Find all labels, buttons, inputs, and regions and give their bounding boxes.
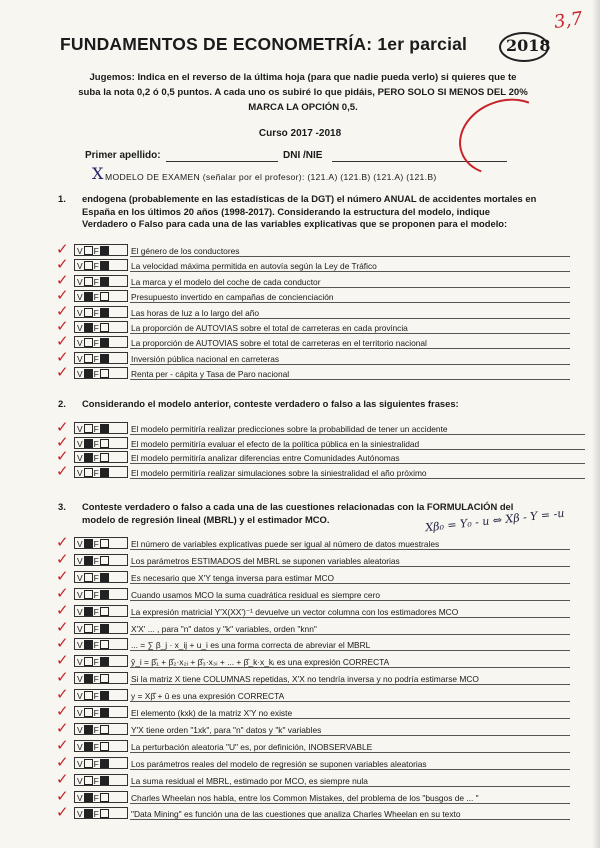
- true-label: V: [77, 606, 83, 617]
- answer-line: [130, 684, 570, 685]
- first-surname-label: Primer apellido:: [85, 150, 161, 161]
- false-checkbox[interactable]: [100, 292, 109, 301]
- true-label: V: [77, 724, 83, 735]
- false-checkbox[interactable]: [100, 674, 109, 683]
- true-checkbox[interactable]: [84, 742, 93, 751]
- false-checkbox[interactable]: [100, 759, 109, 768]
- true-label: V: [77, 691, 83, 702]
- item-statement: La suma residual el MBRL, estimado por MCO, es siempre nula: [131, 775, 368, 786]
- question-1-number: 1.: [58, 193, 66, 204]
- true-checkbox[interactable]: [84, 277, 93, 286]
- false-label: F: [93, 246, 99, 256]
- handwritten-score: 3,7: [552, 8, 584, 33]
- false-label: F: [93, 623, 99, 634]
- answer-line: [130, 634, 570, 635]
- false-checkbox[interactable]: [100, 468, 109, 477]
- red-check-icon: ✓: [56, 718, 69, 737]
- item-statement: Los parámetros ESTIMADOS del MBRL se suponen variables aleatorias: [131, 555, 400, 566]
- question-2-text: Considerando el modelo anterior, conteste verdadero o falso a las siguientes frases:: [82, 398, 459, 409]
- answer-line: [130, 287, 570, 288]
- true-false-selector[interactable]: [74, 437, 128, 449]
- false-label: F: [93, 589, 99, 600]
- false-label: F: [93, 307, 99, 318]
- false-label: F: [93, 758, 99, 769]
- red-check-icon: ✓: [56, 461, 69, 480]
- false-label: F: [93, 572, 99, 583]
- red-check-icon: ✓: [56, 583, 69, 602]
- true-label: V: [77, 674, 83, 685]
- true-false-selector[interactable]: [74, 336, 128, 348]
- false-label: F: [93, 261, 99, 272]
- first-surname-field[interactable]: [166, 161, 278, 162]
- true-label: V: [77, 424, 83, 434]
- true-label: V: [77, 307, 83, 318]
- true-checkbox[interactable]: [84, 261, 93, 270]
- true-checkbox[interactable]: [84, 323, 93, 332]
- red-check-icon: ✓: [56, 702, 69, 720]
- true-label: V: [77, 555, 83, 566]
- intro-instructions: Jugemos: Indica en el reverso de la última hoja (para que nadie pueda verlo) si quieres que te suba la nota 0,2 ó 0,5 puntos. A cada uno os subiré lo que pidáis, PERO SOLO SI MENOS DEL 20% MARCA LA OPCIÓN 0,5.: [78, 72, 528, 113]
- true-false-selector[interactable]: [74, 757, 128, 769]
- false-checkbox[interactable]: [100, 809, 109, 818]
- answer-line: [130, 769, 570, 770]
- item-statement: El número de variables explicativas puede ser igual al número de datos muestrales: [131, 539, 440, 549]
- answer-line: [130, 434, 585, 435]
- true-checkbox[interactable]: [84, 607, 93, 616]
- true-checkbox[interactable]: [84, 725, 93, 734]
- red-check-icon: ✓: [56, 685, 69, 704]
- red-check-icon: ✓: [56, 240, 69, 258]
- item-statement: El modelo permitiría evaluar el efecto de la política pública en la siniestralidad: [131, 438, 420, 449]
- true-checkbox[interactable]: [84, 354, 93, 363]
- red-check-icon: ✓: [56, 317, 69, 335]
- true-false-selector[interactable]: [74, 706, 128, 718]
- false-label: F: [93, 453, 99, 463]
- red-check-icon: ✓: [56, 347, 69, 366]
- true-false-selector[interactable]: [74, 571, 128, 583]
- true-checkbox[interactable]: [84, 624, 93, 633]
- false-label: F: [93, 276, 99, 287]
- true-checkbox[interactable]: [84, 573, 93, 582]
- false-label: F: [93, 691, 99, 702]
- answer-line: [130, 701, 570, 702]
- false-label: F: [93, 708, 99, 718]
- false-checkbox[interactable]: [100, 308, 109, 317]
- answer-line: [130, 379, 570, 380]
- true-label: V: [77, 453, 83, 463]
- item-statement: La expresión matricial Y'X(XX')⁻¹ devuelve un vector columna con los estimadores MCO: [131, 606, 459, 617]
- item-statement: Presupuesto invertido en campañas de concienciación: [131, 292, 334, 303]
- true-label: V: [77, 539, 83, 549]
- true-checkbox[interactable]: [84, 657, 93, 666]
- false-label: F: [93, 606, 99, 617]
- true-label: V: [77, 741, 83, 752]
- item-statement: Inversión pública nacional en carreteras: [131, 353, 280, 364]
- true-checkbox[interactable]: [84, 691, 93, 700]
- true-label: V: [77, 758, 83, 769]
- true-false-selector[interactable]: [74, 244, 128, 256]
- true-label: V: [77, 708, 83, 718]
- red-check-icon: ✓: [56, 651, 69, 670]
- true-label: V: [77, 809, 83, 820]
- item-statement: La proporción de AUTOVIAS sobre el total de carreteras en el territorio nacional: [131, 338, 427, 349]
- item-statement: Si la matriz X tiene COLUMNAS repetidas, X'X no tendría inversa y no podría estimarse MCO: [131, 674, 479, 685]
- true-false-selector[interactable]: [74, 689, 128, 701]
- red-check-icon: ✓: [56, 332, 69, 351]
- true-false-selector[interactable]: [74, 740, 128, 752]
- true-checkbox[interactable]: [84, 246, 93, 255]
- false-label: F: [93, 741, 99, 752]
- true-false-selector[interactable]: [74, 605, 128, 617]
- answer-line: [130, 735, 570, 736]
- true-false-selector[interactable]: [74, 367, 128, 379]
- true-false-selector[interactable]: [74, 321, 128, 333]
- true-false-selector[interactable]: [74, 655, 128, 667]
- false-label: F: [93, 792, 99, 803]
- true-checkbox[interactable]: [84, 674, 93, 683]
- false-label: F: [93, 657, 99, 668]
- item-statement: El elemento (kxk) de la matriz X'Y no existe: [131, 708, 293, 718]
- item-statement: Renta per - cápita y Tasa de Paro nacional: [131, 369, 290, 380]
- question-3-number: 3.: [58, 501, 66, 512]
- true-false-selector[interactable]: [74, 259, 128, 271]
- false-checkbox[interactable]: [100, 742, 109, 751]
- true-checkbox[interactable]: [84, 338, 93, 347]
- false-label: F: [93, 438, 99, 449]
- true-label: V: [77, 246, 83, 256]
- red-check-icon: ✓: [56, 769, 69, 788]
- dni-label: DNI /NIE: [283, 150, 323, 161]
- item-statement: La perturbación aleatoria "U" es, por definición, INOBSERVABLE: [131, 741, 373, 752]
- false-checkbox[interactable]: [100, 793, 109, 802]
- red-check-icon: ✓: [56, 286, 69, 305]
- red-check-icon: ✓: [56, 634, 69, 653]
- item-statement: El modelo permitiría realizar simulaciones sobre la siniestralidad el año próximo: [131, 467, 427, 478]
- item-statement: Charles Wheelan nos habla, entre los Common Mistakes, del problema de los "busgos de ... ": [131, 792, 479, 803]
- true-false-selector[interactable]: [74, 774, 128, 786]
- handwritten-formula-note: Xβ₀ = Y₀ - u ⇔ Xβ - Y = -u: [424, 506, 565, 535]
- answer-line: [130, 650, 570, 651]
- red-check-icon: ✓: [56, 549, 69, 568]
- question-1: [58, 193, 538, 231]
- item-statement: La marca y el modelo del coche de cada conductor: [131, 276, 321, 287]
- answer-line: [130, 333, 570, 334]
- false-label: F: [93, 775, 99, 786]
- red-check-icon: ✓: [56, 270, 69, 289]
- false-checkbox[interactable]: [100, 624, 109, 633]
- true-false-selector[interactable]: [74, 422, 128, 434]
- true-label: V: [77, 276, 83, 287]
- false-checkbox[interactable]: [100, 246, 109, 255]
- true-checkbox[interactable]: [84, 424, 93, 433]
- answer-line: [130, 302, 570, 303]
- false-checkbox[interactable]: [100, 691, 109, 700]
- answer-line: [130, 819, 570, 820]
- true-label: V: [77, 323, 83, 333]
- answer-line: [130, 667, 570, 668]
- false-checkbox[interactable]: [100, 590, 109, 599]
- false-label: F: [93, 539, 99, 549]
- false-checkbox[interactable]: [100, 439, 109, 448]
- true-label: V: [77, 292, 83, 303]
- item-statement: El género de los conductores: [131, 246, 240, 256]
- true-checkbox[interactable]: [84, 369, 93, 378]
- red-check-icon: ✓: [56, 786, 69, 805]
- red-check-icon: ✓: [56, 566, 69, 585]
- course-label: Curso 2017 -2018: [258, 128, 342, 139]
- true-checkbox[interactable]: [84, 590, 93, 599]
- true-label: V: [77, 792, 83, 803]
- red-check-icon: ✓: [56, 255, 69, 274]
- exam-year: 2018: [506, 36, 551, 55]
- item-statement: "Data Mining" es función una de las cuestiones que analiza Charles Wheelan en su texto: [131, 809, 461, 820]
- false-checkbox[interactable]: [100, 708, 109, 717]
- true-false-selector[interactable]: [74, 588, 128, 600]
- answer-line: [130, 364, 570, 365]
- answer-line: [130, 803, 570, 804]
- false-label: F: [93, 369, 99, 380]
- answer-line: [130, 566, 570, 567]
- false-checkbox[interactable]: [100, 369, 109, 378]
- red-check-icon: ✓: [56, 617, 69, 636]
- question-1-text: endogena (probablemente en las estadísticas de la DGT) el número ANUAL de accidentes mortales en España en los últimos 20 años (1998-2017). Considerando la estructura del modelo, indique Verdadero o Falso para cada una de las variables explicativas que se proponen para el modelo:: [82, 193, 537, 229]
- false-checkbox[interactable]: [100, 657, 109, 666]
- true-false-selector[interactable]: [74, 306, 128, 318]
- true-false-selector[interactable]: [74, 554, 128, 566]
- answer-line: [130, 583, 570, 584]
- true-false-selector[interactable]: [74, 791, 128, 803]
- item-statement: ... = ∑ β_j · x_ij + u_i es una forma correcta de abreviar el MBRL: [131, 640, 371, 651]
- false-label: F: [93, 323, 99, 333]
- false-checkbox[interactable]: [100, 354, 109, 363]
- red-check-icon: ✓: [56, 533, 69, 551]
- answer-line: [130, 256, 570, 257]
- question-2: [58, 398, 538, 411]
- item-statement: Es necesario que X'Y tenga inversa para estimar MCO: [131, 572, 335, 583]
- red-check-icon: ✓: [56, 432, 69, 451]
- true-false-selector[interactable]: [74, 352, 128, 364]
- item-statement: y = Xβ̂ + û es una expresión CORRECTA: [131, 691, 285, 702]
- true-false-selector[interactable]: [74, 290, 128, 302]
- false-checkbox[interactable]: [100, 453, 109, 462]
- false-checkbox[interactable]: [100, 277, 109, 286]
- item-statement: Cuando usamos MCO la suma cuadrática residual es siempre cero: [131, 589, 381, 600]
- item-statement: El modelo permitiría realizar predicciones sobre la probabilidad de tener un accidente: [131, 424, 448, 434]
- true-label: V: [77, 353, 83, 364]
- false-label: F: [93, 674, 99, 685]
- false-checkbox[interactable]: [100, 607, 109, 616]
- true-label: V: [77, 775, 83, 786]
- true-checkbox[interactable]: [84, 453, 93, 462]
- true-checkbox[interactable]: [84, 776, 93, 785]
- red-check-icon: ✓: [56, 301, 69, 320]
- true-label: V: [77, 657, 83, 668]
- true-false-selector[interactable]: [74, 466, 128, 478]
- true-false-selector[interactable]: [74, 807, 128, 819]
- false-checkbox[interactable]: [100, 424, 109, 433]
- answer-line: [130, 752, 570, 753]
- false-checkbox[interactable]: [100, 776, 109, 785]
- false-checkbox[interactable]: [100, 640, 109, 649]
- true-checkbox[interactable]: [84, 439, 93, 448]
- item-statement: Las horas de luz a lo largo del año: [131, 307, 260, 318]
- true-label: V: [77, 338, 83, 349]
- false-checkbox[interactable]: [100, 573, 109, 582]
- answer-line: [130, 718, 570, 719]
- true-false-selector[interactable]: [74, 638, 128, 650]
- false-checkbox[interactable]: [100, 539, 109, 548]
- true-checkbox[interactable]: [84, 809, 93, 818]
- true-false-selector[interactable]: [74, 622, 128, 634]
- red-check-icon: ✓: [56, 447, 69, 465]
- false-label: F: [93, 640, 99, 651]
- red-check-icon: ✓: [56, 752, 69, 771]
- false-label: F: [93, 809, 99, 820]
- true-checkbox[interactable]: [84, 308, 93, 317]
- red-check-icon: ✓: [56, 735, 69, 754]
- true-label: V: [77, 369, 83, 380]
- true-false-selector[interactable]: [74, 451, 128, 463]
- false-checkbox[interactable]: [100, 338, 109, 347]
- true-checkbox[interactable]: [84, 708, 93, 717]
- red-check-icon: ✓: [56, 363, 69, 382]
- item-statement: El modelo permitiría analizar diferencias entre Comunidades Autónomas: [131, 453, 400, 463]
- true-false-selector[interactable]: [74, 537, 128, 549]
- answer-line: [130, 617, 570, 618]
- answer-line: [130, 549, 570, 550]
- answer-line: [130, 478, 585, 479]
- item-statement: Los parámetros reales del modelo de regresión se suponen variables aleatorias: [131, 758, 427, 769]
- answer-line: [130, 786, 570, 787]
- false-label: F: [93, 424, 99, 434]
- question-2-number: 2.: [58, 398, 66, 409]
- false-label: F: [93, 292, 99, 303]
- answer-line: [130, 318, 570, 319]
- true-checkbox[interactable]: [84, 468, 93, 477]
- red-check-icon: ✓: [56, 668, 69, 687]
- item-statement: Y'X tiene orden "1xk", para "n" datos y "k" variables: [131, 724, 322, 735]
- true-label: V: [77, 467, 83, 478]
- red-check-icon: ✓: [56, 600, 69, 619]
- false-checkbox[interactable]: [100, 725, 109, 734]
- false-label: F: [93, 724, 99, 735]
- true-checkbox[interactable]: [84, 292, 93, 301]
- red-check-icon: ✓: [56, 418, 69, 436]
- true-label: V: [77, 623, 83, 634]
- true-false-selector[interactable]: [74, 723, 128, 735]
- true-checkbox[interactable]: [84, 793, 93, 802]
- true-label: V: [77, 589, 83, 600]
- true-label: V: [77, 438, 83, 449]
- exam-model-row: MODELO DE EXAMEN (señalar por el profesor): (121.A) (121.B) (121.A) (121.B): [105, 172, 437, 182]
- exam-title: FUNDAMENTOS DE ECONOMETRÍA: 1er parcial: [60, 34, 468, 54]
- item-statement: La proporción de AUTOVIAS sobre el total de carreteras en cada provincia: [131, 323, 408, 333]
- answer-line: [130, 348, 570, 349]
- answer-line: [130, 463, 585, 464]
- true-checkbox[interactable]: [84, 539, 93, 548]
- answer-line: [130, 271, 570, 272]
- true-checkbox[interactable]: [84, 759, 93, 768]
- false-checkbox[interactable]: [100, 323, 109, 332]
- false-label: F: [93, 555, 99, 566]
- item-statement: La velocidad máxima permitida en autovía según la Ley de Tráfico: [131, 261, 377, 272]
- true-label: V: [77, 640, 83, 651]
- true-false-selector[interactable]: [74, 672, 128, 684]
- answer-line: [130, 600, 570, 601]
- true-label: V: [77, 572, 83, 583]
- handwritten-x: X: [92, 164, 104, 183]
- answer-line: [130, 449, 585, 450]
- false-label: F: [93, 353, 99, 364]
- red-check-icon: ✓: [56, 803, 69, 822]
- item-statement: X'X' ... , para "n" datos y "k" variables, orden "knn": [131, 623, 317, 634]
- true-checkbox[interactable]: [84, 556, 93, 565]
- true-checkbox[interactable]: [84, 640, 93, 649]
- false-label: F: [93, 338, 99, 349]
- false-label: F: [93, 467, 99, 478]
- false-checkbox[interactable]: [100, 261, 109, 270]
- question-3-text: Conteste verdadero o falso a cada una de las cuestiones relacionadas con la FORMULACIÓN del modelo de regresión lineal (MBRL) y el estimador MCO.: [82, 501, 514, 525]
- false-checkbox[interactable]: [100, 556, 109, 565]
- true-label: V: [77, 261, 83, 272]
- true-false-selector[interactable]: [74, 275, 128, 287]
- item-statement: ŷ_i = β̂₁ + β̂₂·x₂ᵢ + β̂₃·x₃ᵢ + ... + β̂_k·x_kᵢ es una expresión CORRECTA: [131, 657, 390, 668]
